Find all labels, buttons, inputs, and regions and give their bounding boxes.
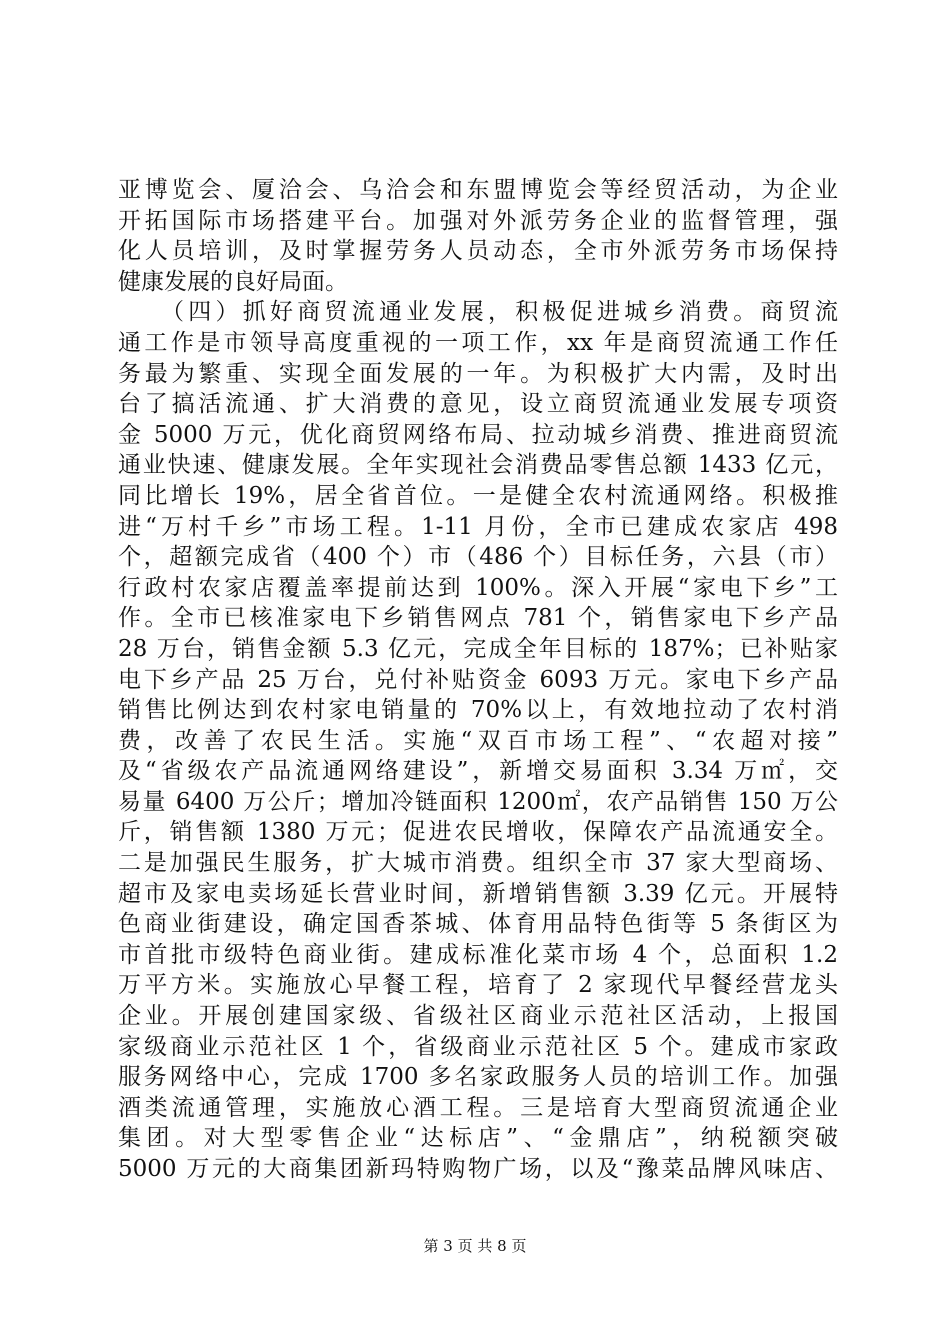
text-line: 台了搞活流通、扩大消费的意见，设立商贸流通业发展专项资 [118,391,838,418]
text-line: 电下乡产品 25 万台，兑付补贴资金 6093 万元。家电下乡产品 [118,666,838,693]
text-line: 行政村农家店覆盖率提前达到 100%。深入开展“家电下乡”工 [118,574,838,601]
text-line: 28 万台，销售金额 5.3 亿元，完成全年目标的 187%；已补贴家 [118,635,838,662]
text-line: 色商业街建设，确定国香茶城、体育用品特色街等 5 条街区为 [118,911,838,938]
text-line: 作。全市已核准家电下乡销售网点 781 个，销售家电下乡产品 [118,605,838,632]
text-line: 亚博览会、厦洽会、乌洽会和东盟博览会等经贸活动，为企业 [118,177,838,203]
text-line: 万平方米。实施放心早餐工程，培育了 2 家现代早餐经营龙头 [118,972,838,999]
text-line: 进“万村千乡”市场工程。1-11 月份，全市已建成农家店 498 [118,513,838,540]
text-line: 企业。开展创建国家级、省级社区商业示范社区活动，上报国 [118,1003,838,1030]
text-line: 健康发展的良好局面。 [118,268,348,295]
text-line: 及“省级农产品流通网络建设”，新增交易面积 3.34 万㎡，交 [118,758,838,785]
text-line: 个，超额完成省（400 个）市（486 个）目标任务，六县（市） [118,544,838,571]
page-number-footer: 第 3 页 共 8 页 [423,1237,527,1255]
text-line: 金 5000 万元，优化商贸网络布局、拉动城乡消费、推进商贸流 [118,421,838,448]
text-line: 销售比例达到农村家电销量的 70%以上，有效地拉动了农村消 [118,697,838,724]
text-line: 务最为繁重、实现全面发展的一年。为积极扩大内需，及时出 [118,360,838,387]
text-line: 化人员培训，及时掌握劳务人员动态，全市外派劳务市场保持 [118,238,838,265]
text-line: 开拓国际市场搭建平台。加强对外派劳务企业的监督管理，强 [118,207,838,234]
text-line: 通工作是市领导高度重视的一项工作，xx 年是商贸流通工作任 [118,329,838,356]
text-line: 市首批市级特色商业街。建成标准化菜市场 4 个，总面积 1.2 [118,941,838,968]
text-line: 通业快速、健康发展。全年实现社会消费品零售总额 1433 亿元， [118,452,838,479]
text-line: 费，改善了农民生活。实施“双百市场工程”、“农超对接” [118,727,838,754]
text-line: （四）抓好商贸流通业发展，积极促进城乡消费。商贸流 [118,299,838,326]
document-body [118,175,838,1185]
text-line: 酒类流通管理，实施放心酒工程。三是培育大型商贸流通企业 [118,1094,838,1121]
text-line: 集团。对大型零售企业“达标店”、“金鼎店”，纳税额突破 [118,1125,838,1152]
text-line: 易量 6400 万公斤；增加冷链面积 1200㎡，农产品销售 150 万公 [118,788,838,815]
text-line: 二是加强民生服务，扩大城市消费。组织全市 37 家大型商场、 [118,850,838,877]
text-line: 超市及家电卖场延长营业时间，新增销售额 3.39 亿元。开展特 [118,880,838,907]
text-line: 同比增长 19%，居全省首位。一是健全农村流通网络。积极推 [118,482,838,509]
text-line: 家级商业示范社区 1 个，省级商业示范社区 5 个。建成市家政 [118,1033,838,1060]
text-line: 5000 万元的大商集团新玛特购物广场，以及“豫菜品牌风味店、 [118,1156,838,1182]
text-line: 斤，销售额 1380 万元；促进农民增收，保障农产品流通安全。 [118,819,838,846]
text-line: 服务网络中心，完成 1700 多名家政服务人员的培训工作。加强 [118,1064,838,1091]
